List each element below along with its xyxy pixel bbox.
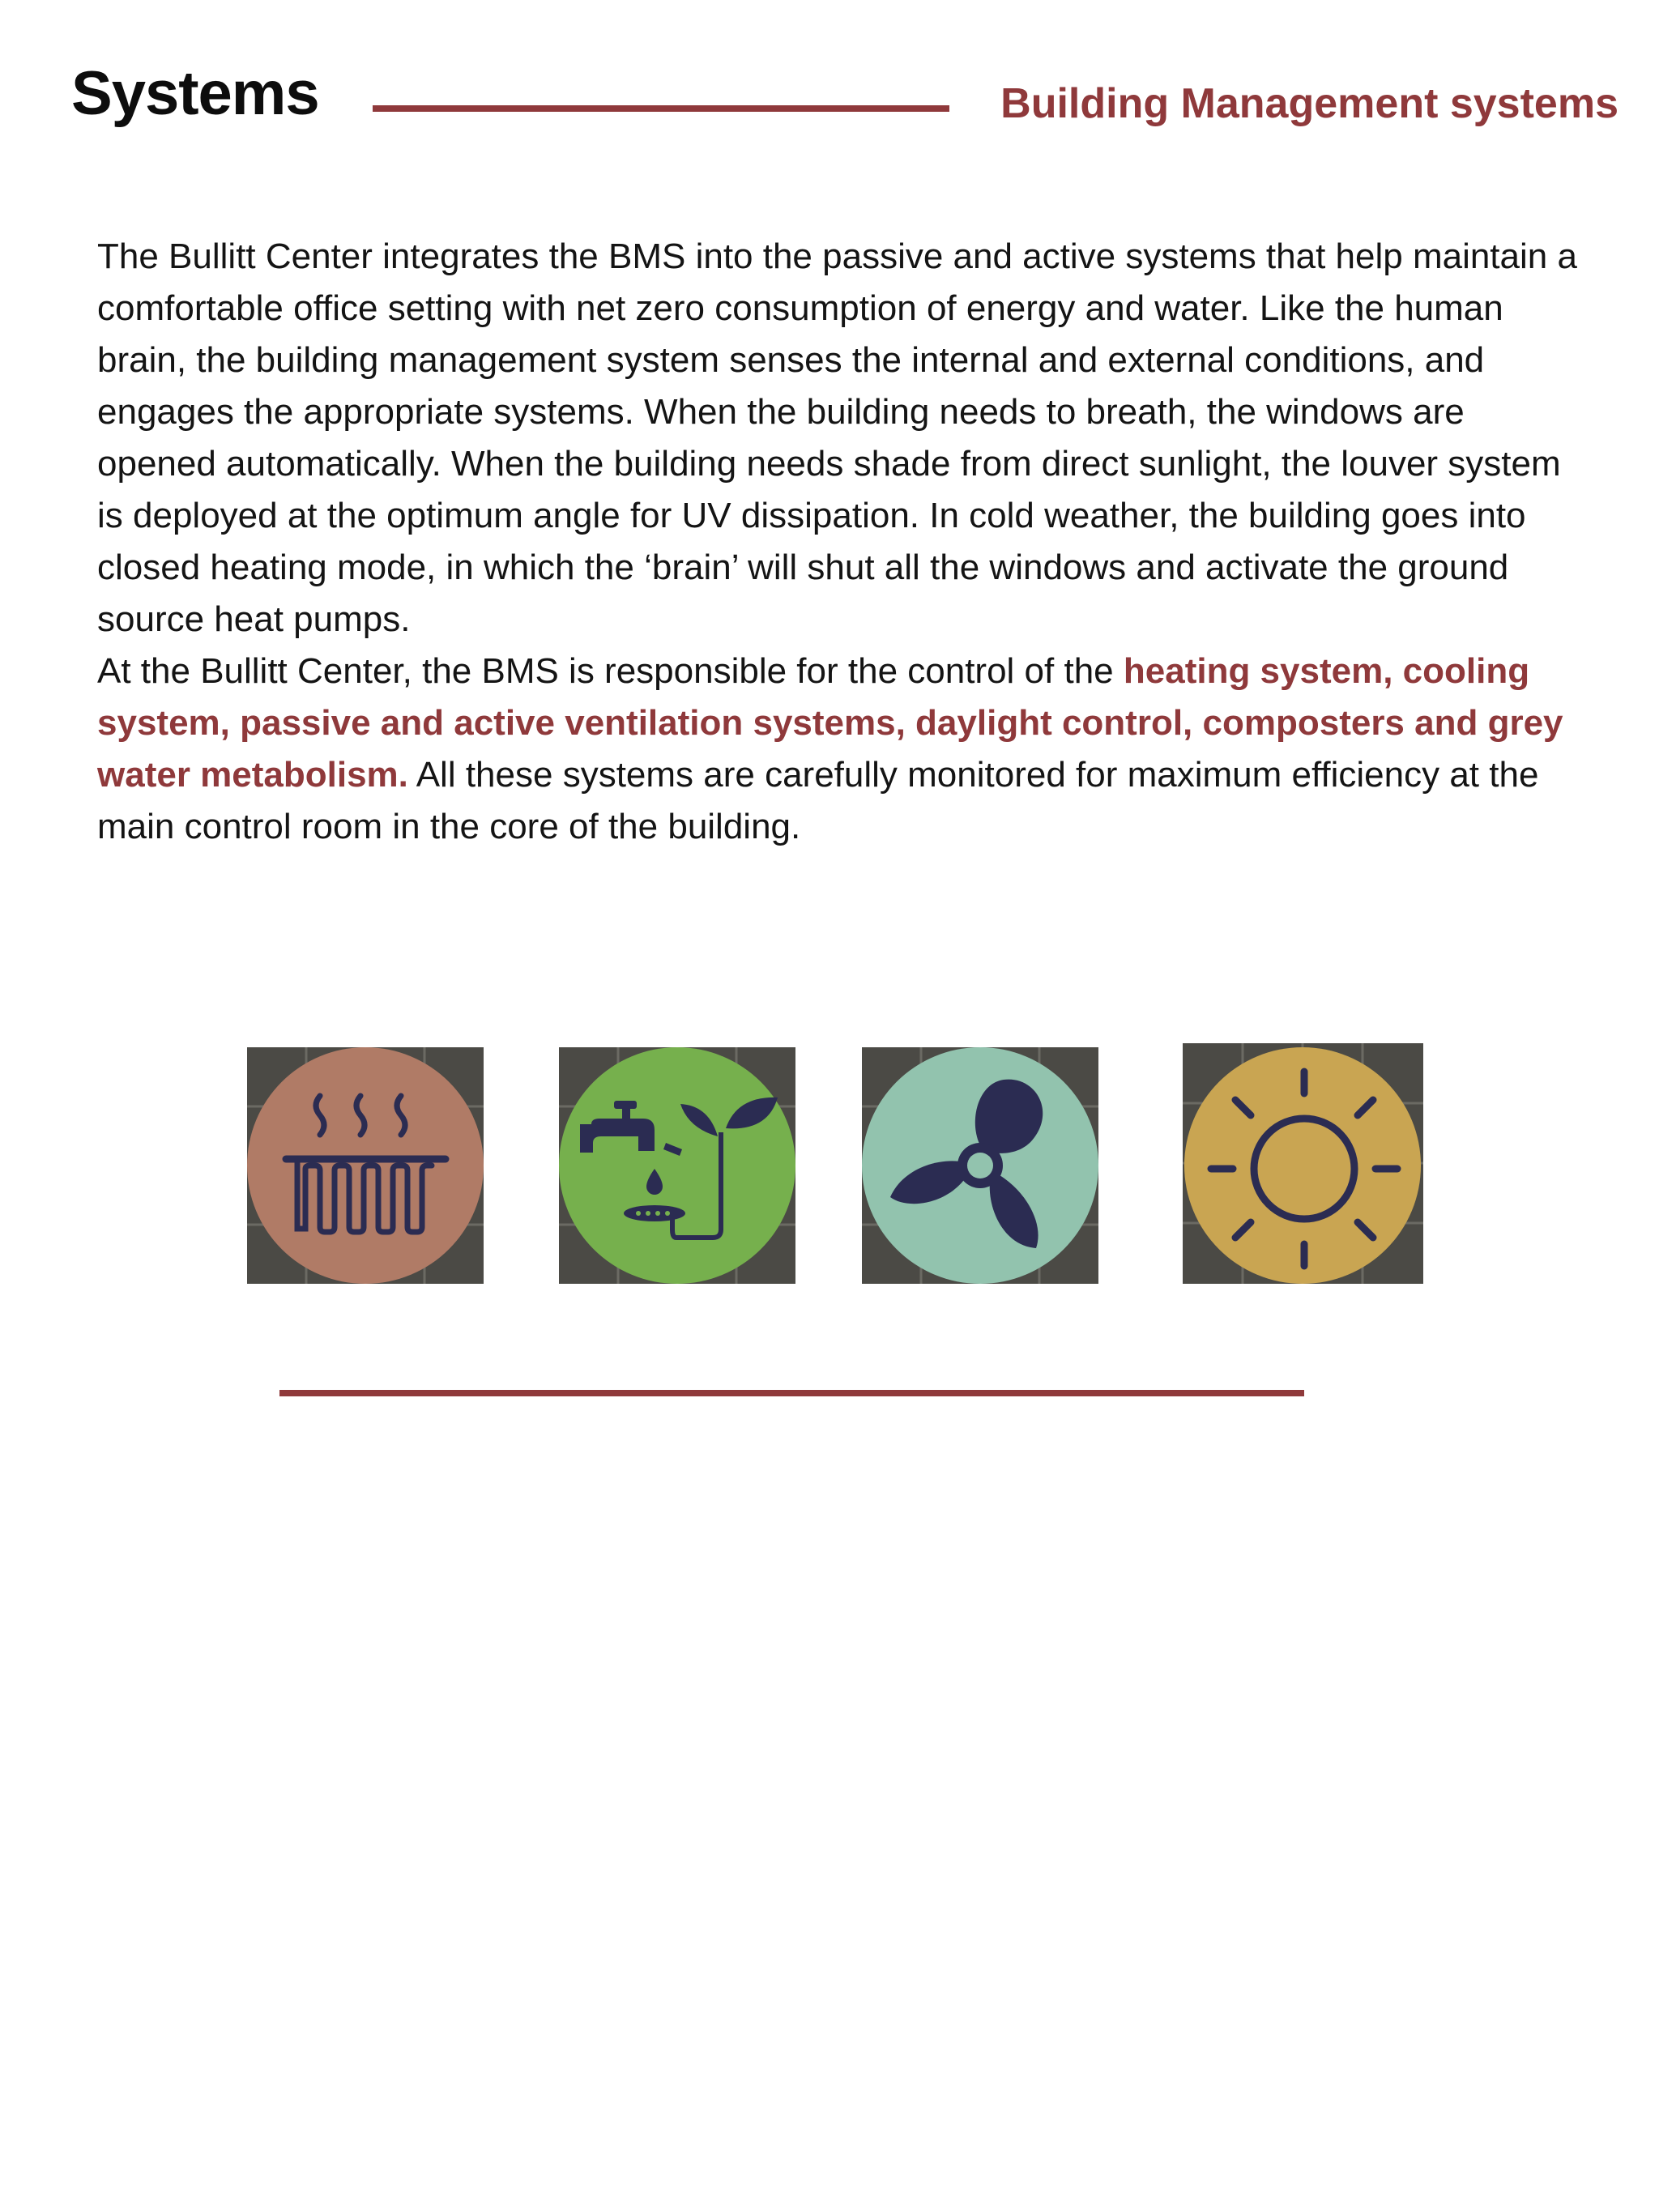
- footer-divider: [279, 1390, 1304, 1396]
- page-title: Systems: [71, 59, 319, 128]
- sun-icon: [1183, 1043, 1423, 1284]
- section-title: Building Management systems: [1000, 80, 1618, 127]
- water-plant-icon: [559, 1047, 795, 1284]
- paragraph-systems-intro: At the Bullitt Center, the BMS is responsible for the control of the: [97, 651, 1124, 691]
- water-plant-icon-graphic: [559, 1047, 795, 1284]
- systems-list-highlight: heating system, cooling system, passive and active ventilation systems, daylight control, composters and grey water metabolism.: [97, 651, 1563, 795]
- paragraph-intro: The Bullitt Center integrates the BMS into the passive and active systems that help maintain a comfortable office setting with net zero consumption of energy and water. Like the human brain, the building management system senses the internal and external conditions, and engages the appropriate systems. When the building needs to breath, the windows are opened automatically. When the building needs shade from direct sunlight, the louver system is deployed at the optimum angle for UV dissipation. In cold weather, the building goes into closed heating mode, in which the ‘brain’ will shut all the windows and activate the ground source heat pumps.: [97, 237, 1577, 639]
- sun-icon-graphic: [1183, 1043, 1423, 1284]
- heating-icon-graphic: [247, 1047, 484, 1284]
- fan-icon: [862, 1047, 1098, 1284]
- heating-icon: [247, 1047, 484, 1284]
- fan-icon-graphic: [862, 1047, 1098, 1284]
- paragraph-systems-outro: All these systems are carefully monitored for maximum efficiency at the main control room in the core of the building.: [97, 755, 1539, 846]
